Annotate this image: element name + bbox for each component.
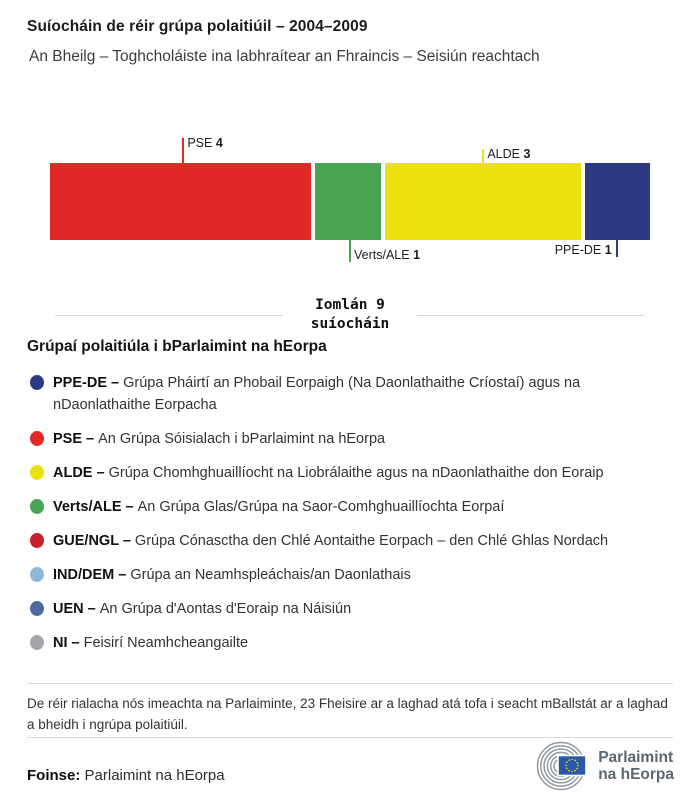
eu-flag [558,756,586,776]
legend-item-description: Feisirí Neamhcheangailte [83,635,249,651]
legend-item-ni [30,632,673,654]
hemicycle-icon [527,740,593,792]
legend-item-code: Verts/ALE – [53,499,138,515]
footnote-divider-bottom [27,737,673,738]
legend-item-description: An Grúpa d'Aontas d'Eoraip na Náisiún [99,601,352,617]
legend-item-text [53,564,411,586]
legend-item-code: IND/DEM – [53,567,131,583]
legend-item-description: Grúpa an Neamhspleáchais/an Daonlathais [130,567,411,583]
bar-segment-pse [50,163,311,240]
legend-item-text [53,496,504,518]
footnote: De réir rialacha nós imeachta na Parlaiminte, 23 Fheisire ar a laghad atá tofa i seacht mBallstát ar a laghad a bheidh i ngrúpa polaitiúil. [27,696,668,732]
legend-dot-icon [30,601,44,616]
source-value: Parlaimint na hEorpa [84,767,225,784]
callout-label-verts-ale: Verts/ALE 1 [354,248,421,262]
page-subtitle: An Bheilg – Toghcholáiste ina labhraítear an Fhraincis – Seisiún reachtach [29,48,540,65]
stacked-bar-chart [0,118,700,290]
stacked-bar [50,163,650,240]
legend-item-verts-ale [30,496,673,518]
legend-item-gue-ngl [30,530,673,552]
callout-tick-verts-ale [349,240,351,262]
legend-item-text [53,428,385,450]
legend-item-description: Grúpa Cónasctha den Chlé Aontaithe Eorpach – den Chlé Ghlas Nordach [134,533,609,549]
legend-item-ind-dem [30,564,673,586]
legend-item-text [53,462,604,484]
legend-item-code: GUE/NGL – [53,533,135,549]
legend-dot-icon [30,635,44,650]
legend-dot-icon [30,533,44,548]
legend-item-text [53,530,608,552]
callout-tick-alde [482,149,484,163]
ep-logo-text-line1: Parlaimint [598,749,674,766]
legend-item-code: NI – [53,635,84,651]
legend-dot-icon [30,431,44,446]
legend-item-pse [30,428,673,450]
bar-segment-verts-ale [315,163,380,240]
legend-item-description: An Grúpa Glas/Grúpa na Saor-Comhghuaillíochta Eorpaí [137,499,505,515]
total-divider-right [417,315,645,316]
legend-item-code: ALDE – [53,465,109,481]
total-seats-block [55,296,645,334]
ep-logo [527,740,674,792]
bar-segment-alde [385,163,581,240]
callout-label-ppe-de: PPE-DE 1 [554,243,612,257]
total-seats-line2: suíocháin [310,316,390,332]
total-seats-line1: Iomlán 9 [315,297,385,313]
legend-dot-icon [30,499,44,514]
callout-tick-pse [182,138,184,163]
legend-item-text [53,632,248,654]
legend-item-uen [30,598,673,620]
ep-logo-text-line2: na hEorpa [598,766,674,783]
legend-item-description: Grúpa Chomhghuaillíocht na Liobrálaithe agus na nDaonlathaithe don Eoraip [108,465,604,481]
total-seats-label [283,296,418,334]
legend-item-alde [30,462,673,484]
legend-heading: Grúpaí polaitiúla i bParlaimint na hEorpa [27,338,327,355]
total-divider-left [55,315,283,316]
source-label: Foinse: [27,767,81,784]
legend-item-text [53,598,351,620]
legend-item-description: Grúpa Pháirtí an Phobail Eorpaigh (Na Daonlathaithe Críostaí) agus na nDaonlathaithe Eorpacha [53,375,581,413]
legend-item-description: An Grúpa Sóisialach i bParlaimint na hEorpa [98,431,386,447]
page-title: Suíocháin de réir grúpa polaitiúil – 2004–2009 [27,18,368,35]
callout-tick-ppe-de [616,240,618,257]
legend [30,372,673,666]
source-line [27,767,225,784]
legend-item-code: PSE – [53,431,99,447]
bar-segment-ppe-de [585,163,650,240]
ep-logo-text [598,749,674,783]
callout-label-alde: ALDE 3 [487,147,531,161]
legend-dot-icon [30,567,44,582]
legend-dot-icon [30,375,44,390]
footnote-divider-top [27,683,673,684]
legend-item-code: PPE-DE – [53,375,124,391]
legend-item-code: UEN – [53,601,100,617]
legend-item-ppe-de [30,372,673,416]
legend-item-text [53,372,653,416]
legend-dot-icon [30,465,44,480]
callout-label-pse: PSE 4 [187,136,223,150]
